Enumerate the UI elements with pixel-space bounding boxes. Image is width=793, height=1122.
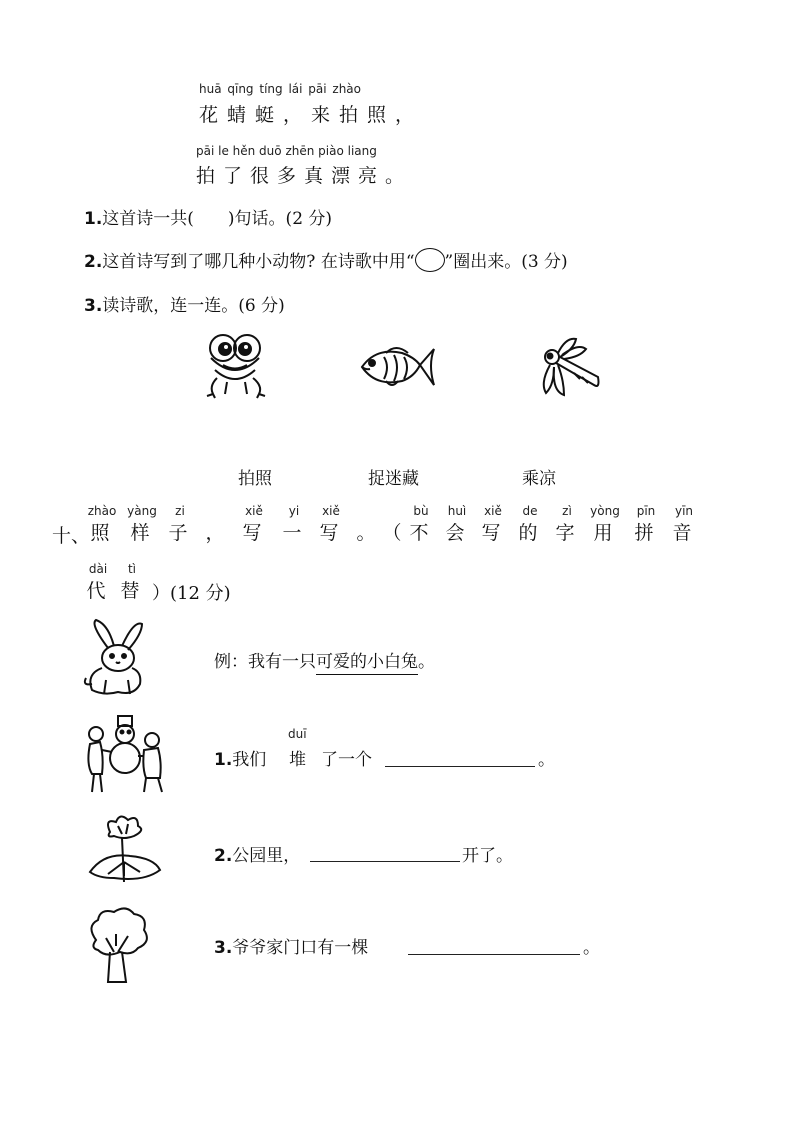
hz-text: 样 — [130, 522, 154, 544]
example-sentence — [214, 647, 435, 672]
py-cell — [82, 504, 122, 545]
hz-text: 拼 — [634, 522, 658, 544]
match-word-2: 捉迷藏 — [368, 469, 419, 489]
item-2 — [214, 841, 300, 866]
py-cell — [311, 504, 351, 545]
poem-line1-text: 花蜻蜓，来拍照， — [199, 104, 424, 126]
item-1-answer-line[interactable] — [385, 766, 535, 767]
hz-text: 写 — [319, 522, 343, 544]
snowman-icon — [82, 712, 168, 796]
question-3-number: 3. — [84, 296, 103, 316]
py-cell — [401, 504, 441, 545]
poem-line2-text: 拍了很多真漂亮。 — [196, 165, 413, 187]
py-text: xiě — [245, 504, 263, 518]
py-text: zhào — [87, 504, 117, 518]
section-10-prefix: 十、 — [52, 525, 91, 547]
hz-text: 。 — [356, 522, 380, 544]
hz-text: 不 — [409, 522, 433, 544]
hz-text: 用 — [593, 522, 617, 544]
hz-text: 照 — [90, 522, 114, 544]
py-cell — [664, 504, 704, 545]
py-cell — [473, 504, 513, 545]
item-2-answer-line[interactable] — [310, 861, 460, 862]
py-cell — [510, 504, 550, 545]
question-1 — [84, 204, 332, 229]
py-text: yàng — [127, 504, 157, 518]
match-word-3: 乘凉 — [522, 469, 556, 489]
hz-text: 音 — [672, 522, 696, 544]
item-2-text-before: 公园里， — [232, 846, 301, 866]
item-2-number: 2. — [214, 846, 233, 866]
py-text: yi — [288, 504, 300, 518]
hz-text: 会 — [445, 522, 469, 544]
item-1-text-before: 我们 — [232, 750, 267, 770]
py-text: tì — [127, 562, 137, 576]
py-cell — [437, 504, 477, 545]
hz-text: 一 — [282, 522, 306, 544]
section-10-score: ）(12 分) — [152, 583, 231, 604]
py-text: de — [522, 504, 538, 518]
item-3-end: 。 — [583, 938, 600, 958]
py-text: yīn — [674, 504, 694, 518]
question-2-number: 2. — [84, 252, 103, 272]
poem-line1-pinyin: huā qīng tíng lái pāi zhào — [199, 82, 361, 96]
item-1 — [214, 745, 266, 770]
item-2-end: 开了。 — [462, 846, 513, 866]
py-cell — [547, 504, 587, 545]
item-3-text-before: 爷爷家门口有一棵 — [232, 938, 369, 958]
item-3 — [214, 933, 368, 958]
hz-text: （ — [382, 522, 406, 544]
hz-text: 代 — [86, 580, 110, 602]
item-1-text-after: 了一个 — [321, 750, 372, 770]
hz-text: 字 — [555, 522, 579, 544]
question-1-number: 1. — [84, 209, 103, 229]
py-text: huì — [447, 504, 467, 518]
py-cell — [274, 504, 314, 545]
py-cell — [122, 504, 162, 545]
item-1-number: 1. — [214, 750, 233, 770]
hz-text: 的 — [518, 522, 542, 544]
hz-text: ， — [205, 522, 229, 544]
item-1-end: 。 — [538, 750, 555, 770]
fish-icon — [356, 343, 438, 391]
py-cell — [626, 504, 666, 545]
item-3-answer-line[interactable] — [408, 954, 580, 955]
question-3 — [84, 291, 285, 316]
py-cell — [585, 504, 625, 545]
question-2-text-after: ”圈出来。(3 分) — [444, 252, 568, 272]
tree-icon — [86, 906, 150, 986]
question-2-text-before: 这首诗写到了哪几种小动物? 在诗歌中用“ — [102, 252, 415, 272]
py-text: dài — [88, 562, 108, 576]
question-2 — [84, 247, 568, 272]
py-text: zi — [175, 504, 185, 518]
frog-icon — [203, 330, 269, 400]
example-suffix: 。 — [418, 652, 435, 672]
py-cell — [197, 504, 237, 545]
item-3-number: 3. — [214, 938, 233, 958]
py-text: xiě — [484, 504, 502, 518]
py-text: zì — [562, 504, 572, 518]
hz-text: 子 — [168, 522, 192, 544]
py-cell — [112, 562, 152, 603]
match-word-1: 拍照 — [238, 469, 272, 489]
circle-icon — [415, 248, 445, 272]
py-text: bù — [413, 504, 429, 518]
py-text: xiě — [322, 504, 340, 518]
py-text — [197, 504, 237, 518]
rabbit-icon — [78, 618, 158, 698]
question-3-text: 读诗歌，连一连。(6 分) — [102, 296, 285, 316]
example-underlined: 可爱的小白兔 — [316, 652, 418, 675]
lotus-icon — [84, 812, 164, 886]
hz-text: 写 — [242, 522, 266, 544]
dragonfly-icon — [530, 335, 606, 403]
py-text: pīn — [636, 504, 656, 518]
poem-line2-pinyin: pāi le hěn duō zhēn piào liang — [196, 144, 377, 158]
item-1-hanzi: 堆 — [289, 750, 306, 770]
py-cell — [234, 504, 274, 545]
item-1-pinyin: duī — [288, 727, 307, 741]
py-text: yòng — [590, 504, 620, 518]
hz-text: 替 — [120, 580, 144, 602]
question-1-text: 这首诗一共( )句话。(2 分) — [102, 209, 333, 229]
hz-text: 写 — [481, 522, 505, 544]
py-cell — [160, 504, 200, 545]
example-prefix: 例：我有一只 — [214, 652, 316, 672]
